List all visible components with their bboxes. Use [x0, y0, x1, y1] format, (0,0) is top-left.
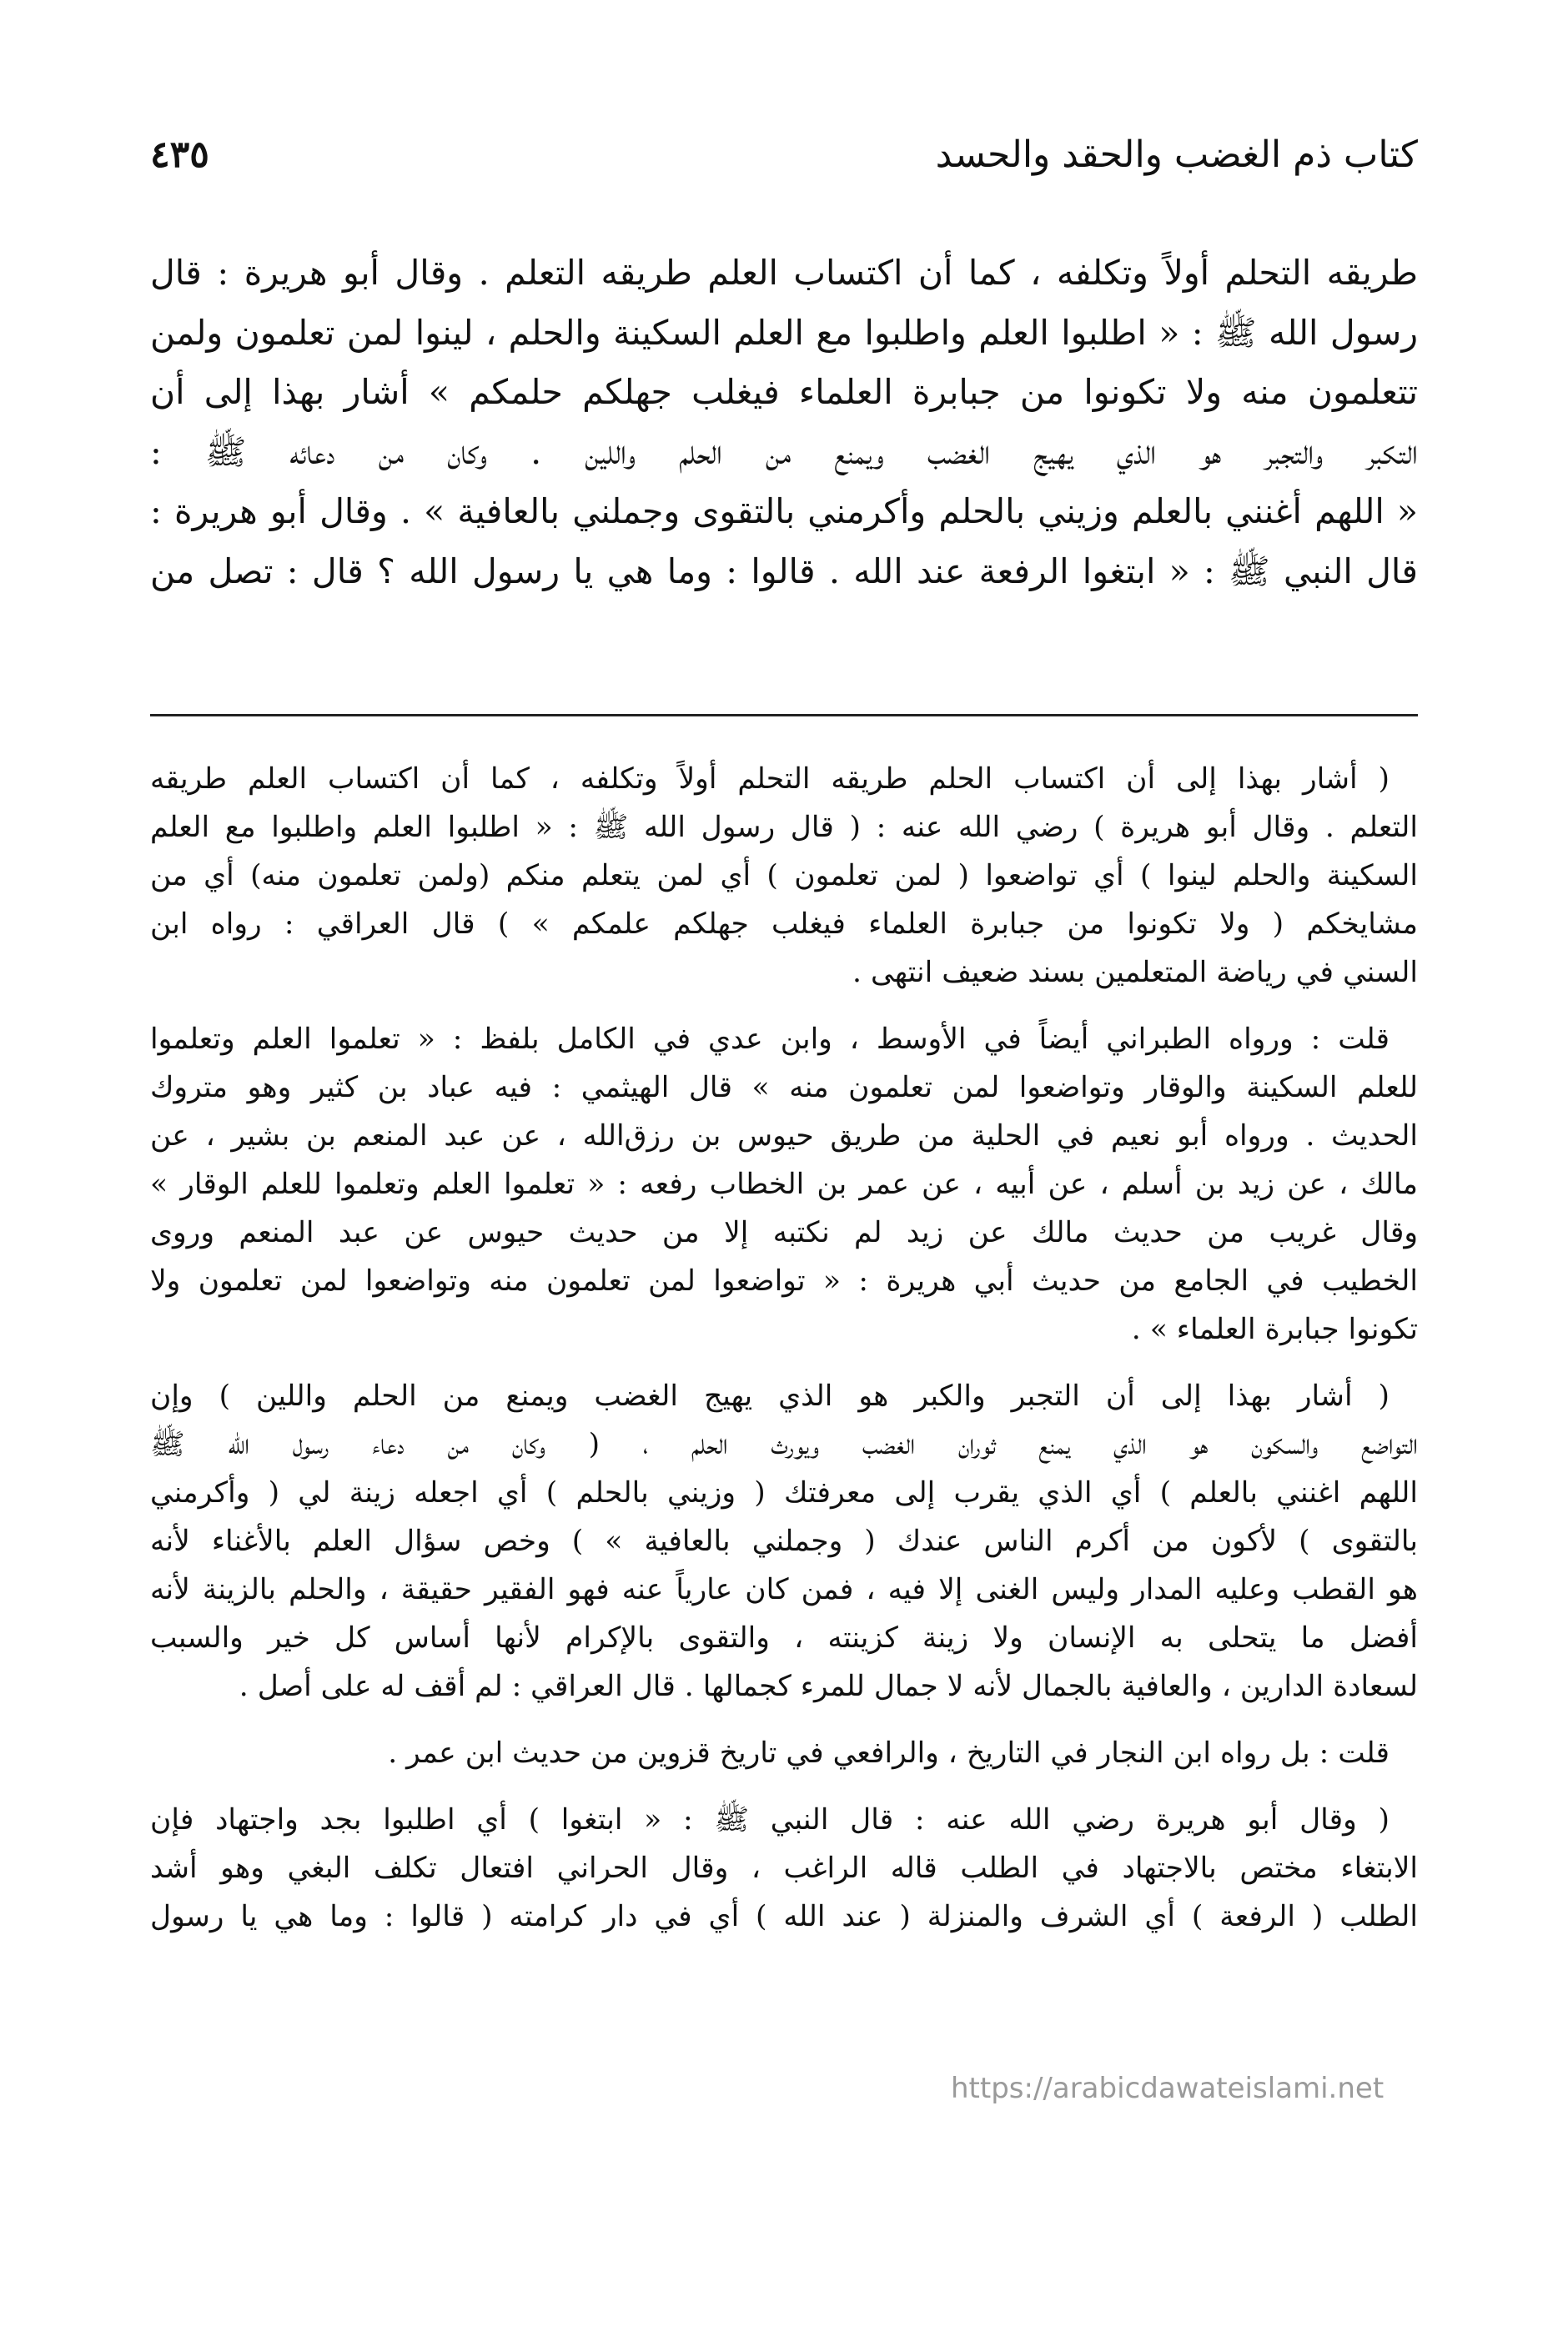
main-text	[150, 244, 1418, 601]
commentary-line: الخطيب في الجامع من حديث أبي هريرة : « تواضعوا لمن تعلمون منه وتواضعوا لمن تعلمون ولا	[150, 1264, 1418, 1298]
commentary-line: الطلب ( الرفعة ) أي الشرف والمنزلة ( عند الله ) أي في دار كرامته ( قالوا : وما هي يا رسول	[150, 1900, 1418, 1933]
commentary-paragraph	[150, 1796, 1418, 1941]
commentary-line: للعلم السكينة والوقار وتواضعوا لمن تعلمون منه » قال الهيثمي : فيه عباد بن كثير وهو متروك	[150, 1071, 1418, 1104]
commentary-line: أفضل ما يتحلى به الإنسان ولا زينة كزينته ، والتقوى بالإكرام لأنها أساس كل خير والسبب	[150, 1621, 1418, 1655]
commentary-line: ( وقال أبو هريرة رضي الله عنه : قال النبي ﷺ : « ابتغوا ) أي اطلبوا بجد واجتهاد فإن	[150, 1803, 1390, 1837]
commentary-line: بالتقوى ) لأكون من أكرم الناس عندك ( وجملني بالعافية » ) وخص سؤال العلم بالأغناء لأنه	[150, 1525, 1418, 1558]
commentary-line: قلت : بل رواه ابن النجار في التاريخ ، والرافعي في تاريخ قزوين من حديث ابن عمر .	[388, 1736, 1390, 1770]
commentary	[150, 755, 1418, 1941]
commentary-line: مالك ، عن زيد بن أسلم ، عن أبيه ، عن عمر بن الخطاب رفعه : « تعلموا العلم وتعلموا للعلم الوقار »	[150, 1168, 1418, 1201]
commentary-line: مشايخكم ( ولا تكونوا من جبابرة العلماء فيغلب جهلكم علمكم » ) قال العراقي : رواه ابن	[150, 907, 1418, 941]
commentary-line: الابتغاء مختص بالاجتهاد في الطلب قاله الراغب ، وقال الحراني افتعال تكلف البغي وهو أشد	[150, 1852, 1418, 1885]
commentary-line: هو القطب وعليه المدار وليس الغنى إلا فيه ، فمن كان عارياً عنه فهو الفقير حقيقة ، والحلم بالزينة لأنه	[150, 1573, 1418, 1606]
commentary-paragraph	[150, 1729, 1418, 1777]
commentary-line: التعلم . وقال أبو هريرة ) رضي الله عنه : ( قال رسول الله ﷺ : « اطلبوا العلم واطلبوا مع العلم	[150, 811, 1418, 844]
main-line: التكبر والتجبر هو الذي يهيج الغضب ويمنع من الحلم واللين . وكان من دعائه ﷺ :	[150, 431, 1418, 472]
commentary-paragraph	[150, 755, 1418, 997]
page-header	[150, 125, 1418, 183]
commentary-line: لسعادة الدارين ، والعافية بالجمال لأنه لا جمال للمرء كجمالها . قال العراقي : لم أقف له على أصل .	[239, 1670, 1418, 1703]
commentary-line: السني في رياضة المتعلمين بسند ضعيف انتهى .	[852, 956, 1418, 989]
commentary-line: وقال غريب من حديث مالك عن زيد لم نكتبه إلا من حديث حيوس عن عبد المنعم وروى	[150, 1216, 1418, 1249]
running-title: كتاب ذم الغضب والحقد والحسد	[935, 133, 1418, 176]
main-line: « اللهم أغنني بالعلم وزيني بالحلم وأكرمني بالتقوى وجملني بالعافية » . وقال أبو هريرة :	[150, 491, 1418, 531]
main-line: قال النبي ﷺ : « ابتغوا الرفعة عند الله . قالوا : وما هي يا رسول الله ؟ قال : تصل من	[150, 550, 1418, 591]
page-number: ٤٣٥	[150, 133, 209, 176]
commentary-paragraph	[150, 1015, 1418, 1354]
commentary-line: اللهم اغنني بالعلم ) أي الذي يقرب إلى معرفتك ( وزيني بالحلم ) أي اجعله زينة لي ( وأكرمني	[150, 1476, 1418, 1510]
commentary-paragraph	[150, 1372, 1418, 1711]
commentary-line: الحديث . ورواه أبو نعيم في الحلية من طريق حيوس بن رزق‌الله ، عن عبد المنعم بن بشير ، عن	[150, 1119, 1418, 1153]
main-line: رسول الله ﷺ : « اطلبوا العلم واطلبوا مع العلم السكينة والحلم ، لينوا لمن تعلمون ولمن	[150, 312, 1418, 353]
commentary-line: قلت : ورواه الطبراني أيضاً في الأوسط ، وابن عدي في الكامل بلفظ : « تعلموا العلم وتعلموا	[150, 1023, 1390, 1056]
watermark-url: https://arabicdawateislami.net	[951, 2072, 1385, 2105]
main-line: تتعلمون منه ولا تكونوا من جبابرة العلماء فيغلب جهلكم حلمكم » أشار بهذا إلى أن	[150, 372, 1418, 412]
commentary-line: ( أشار بهذا إلى أن التجبر والكبر هو الذي يهيج الغضب ويمنع من الحلم واللين ) وإن	[150, 1380, 1390, 1413]
commentary-line: ( أشار بهذا إلى أن اكتساب الحلم طريقه التحلم أولاً وتكلفه ، كما أن اكتساب العلم طريقه	[150, 762, 1390, 796]
main-line: طريقه التحلم أولاً وتكلفه ، كما أن اكتساب العلم طريقه التعلم . وقال أبو هريرة : قال	[150, 253, 1418, 293]
commentary-line: تكونوا جبابرة العلماء » .	[1131, 1313, 1418, 1346]
commentary-line: التواضع والسكون هو الذي يمنع ثوران الغضب ويورث الحلم ، ( وكان من دعاء رسول الله ﷺ	[150, 1428, 1418, 1461]
commentary-line: السكينة والحلم لينوا ) أي تواضعوا ( لمن تعلمون ) أي لمن يتعلم منكم (ولمن تعلمون منه) أي من	[150, 859, 1418, 892]
separator-rule	[150, 714, 1418, 716]
